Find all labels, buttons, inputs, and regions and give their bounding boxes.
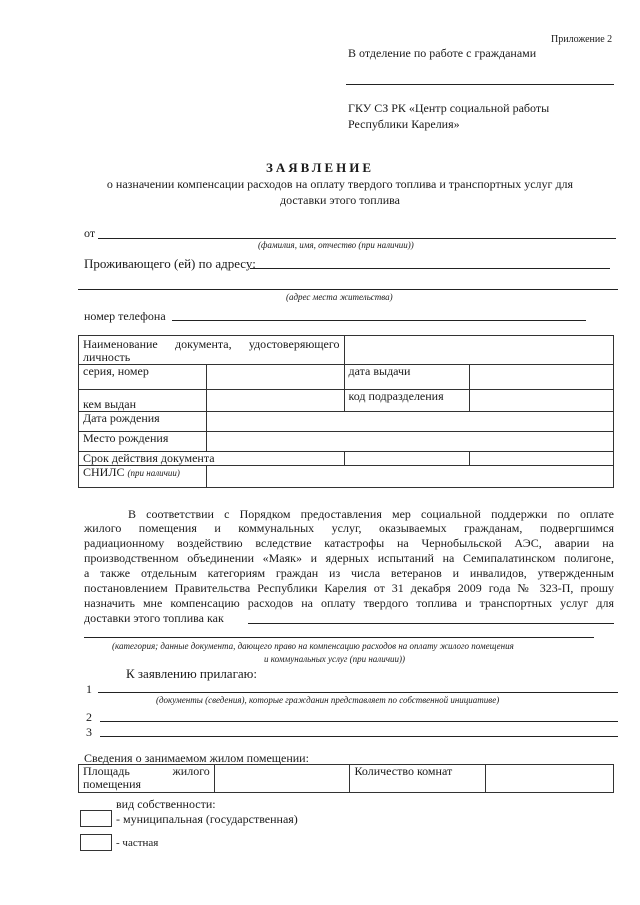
attachments-hint: (документы (сведения), которые гражданин представляет по собственной инициативе)	[156, 695, 500, 705]
fullname-field[interactable]	[98, 238, 616, 239]
category-field-line1[interactable]	[248, 623, 614, 624]
snils-label: СНИЛС	[83, 465, 125, 479]
series-number-field[interactable]	[206, 365, 344, 390]
body-line1: В соответствии с Порядком предоставления мер социальной поддержки по оплате	[128, 507, 614, 521]
document-subtitle-line2: доставки этого топлива	[280, 193, 400, 207]
address-field-line2[interactable]	[78, 289, 618, 290]
birth-date-field[interactable]	[206, 412, 613, 432]
issued-by-label: кем выдан	[79, 390, 207, 412]
housing-table	[78, 764, 614, 793]
municipal-checkbox[interactable]	[80, 810, 112, 827]
snils-label-cell	[79, 466, 207, 488]
body-line3: радиационному воздействию вследствие катастрофы на Чернобыльской АЭС, аварии на	[84, 536, 614, 550]
birth-date-label: Дата рождения	[79, 412, 207, 432]
dept-code-field[interactable]	[470, 390, 614, 412]
room-count-label: Количество комнат	[350, 765, 486, 793]
living-area-field[interactable]	[214, 765, 350, 793]
attachment-field-2[interactable]	[100, 721, 618, 722]
issued-by-field[interactable]	[206, 390, 344, 412]
issue-date-field[interactable]	[470, 365, 614, 390]
living-area-label: Площадь жилого помещения	[79, 765, 215, 793]
private-option-label: - частная	[116, 837, 159, 849]
municipal-option-label: - муниципальная (государственная)	[116, 812, 298, 826]
document-name-field[interactable]	[344, 336, 614, 365]
birth-place-label: Место рождения	[79, 432, 207, 452]
category-hint-line1: (категория; данные документа, дающего право на компенсацию расходов на оплату жилого помещения	[112, 641, 514, 651]
body-line5: а также отдельным категориям граждан из числа ветеранов и инвалидов, утвержденным	[84, 566, 614, 580]
ownership-label: вид собственности:	[116, 797, 216, 811]
recipient-line3: Республики Карелия»	[348, 117, 460, 131]
body-line7: назначить мне компенсацию расходов на оплату твердого топлива и транспортных услуг для	[84, 596, 614, 610]
phone-label: номер телефона	[84, 309, 166, 323]
address-hint: (адрес места жительства)	[286, 292, 393, 302]
recipient-line1: В отделение по работе с гражданами	[348, 46, 537, 60]
body-line6: постановлением Правительства Республики Карелия от 31 декабря 2009 года № 323-П, прошу	[84, 581, 614, 595]
recipient-blank-line[interactable]	[346, 84, 614, 85]
dept-code-label: код подразделения	[344, 390, 470, 412]
identity-document-table	[78, 335, 614, 488]
attachments-title: К заявлению прилагаю:	[126, 666, 258, 681]
birth-place-field[interactable]	[206, 432, 613, 452]
snils-hint: (при наличии)	[127, 468, 180, 478]
validity-from-field[interactable]	[344, 452, 470, 466]
phone-field[interactable]	[172, 320, 586, 321]
snils-field[interactable]	[206, 466, 613, 488]
body-line4: производственном объединении «Маяк» и ядерных испытаний на Семипалатинском полигоне,	[84, 551, 614, 565]
attachment-number-1: 1	[86, 682, 92, 696]
recipient-line2: ГКУ СЗ РК «Центр социальной работы	[348, 101, 550, 115]
address-label: Проживающего (ей) по адресу:	[84, 256, 256, 271]
series-number-label: серия, номер	[79, 365, 207, 390]
validity-label: Срок действия документа	[79, 452, 345, 466]
body-line2: жилого помещения и коммунальных услуг, оказываемых гражданам, подвергшимся	[84, 521, 614, 535]
category-field-line2[interactable]	[84, 637, 594, 638]
housing-title: Сведения о занимаемом жилом помещении:	[84, 751, 309, 765]
attachment-field-3[interactable]	[100, 736, 618, 737]
document-name-label: Наименование документа, удостоверяющего личность	[79, 336, 345, 365]
attachment-field-1[interactable]	[98, 692, 618, 693]
body-line8: доставки этого топлива как	[84, 611, 224, 625]
category-hint-line2: и коммунальных услуг (при наличии))	[264, 654, 406, 664]
private-checkbox[interactable]	[80, 834, 112, 851]
room-count-field[interactable]	[486, 765, 614, 793]
document-subtitle-line1: о назначении компенсации расходов на оплату твердого топлива и транспортных услуг для	[106, 177, 574, 191]
document-title: ЗАЯВЛЕНИЕ	[265, 160, 375, 175]
from-label: от	[84, 226, 96, 240]
attachment-number-3: 3	[86, 725, 92, 739]
validity-to-field[interactable]	[470, 452, 614, 466]
appendix-label: Приложение 2	[551, 34, 613, 45]
issue-date-label: дата выдачи	[344, 365, 470, 390]
attachment-number-2: 2	[86, 710, 92, 724]
address-field-line1[interactable]	[250, 268, 610, 269]
fullname-hint: (фамилия, имя, отчество (при наличии))	[258, 240, 414, 250]
